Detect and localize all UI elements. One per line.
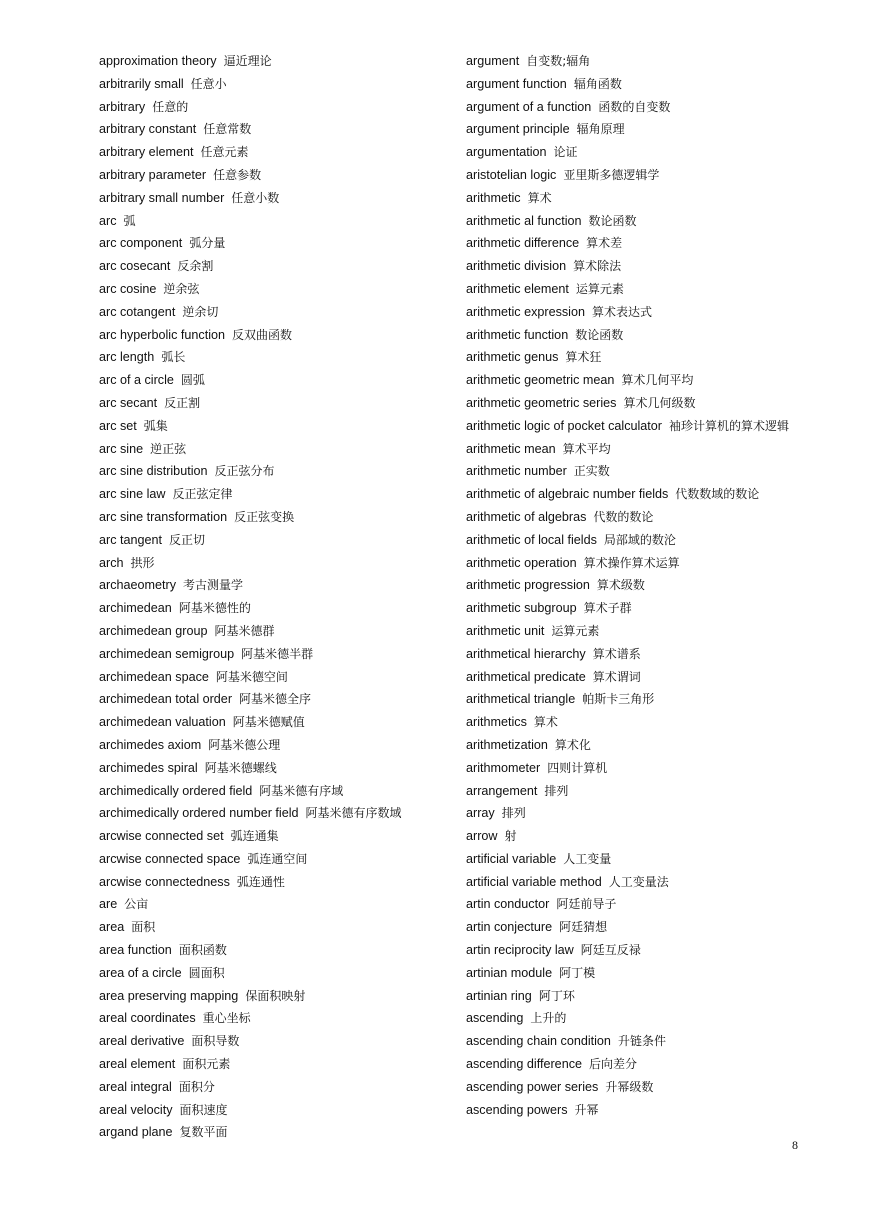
- dictionary-entry: [99, 780, 444, 803]
- term-english: arithmetic unit: [466, 623, 545, 638]
- dictionary-entry: [99, 871, 444, 894]
- dictionary-entry: [99, 848, 444, 871]
- term-english: area preserving mapping: [99, 988, 239, 1003]
- dictionary-entry: [466, 506, 796, 529]
- term-chinese: 后向差分: [589, 1057, 638, 1072]
- term-chinese: 阿基米德赋值: [232, 715, 305, 730]
- term-chinese: 弧集: [143, 418, 168, 433]
- term-english: archimedes spiral: [99, 760, 198, 775]
- term-chinese: 考古测量学: [183, 578, 244, 593]
- term-chinese: 任意的: [152, 99, 189, 114]
- term-english: archimedean total order: [99, 692, 233, 707]
- term-english: argument: [466, 54, 520, 68]
- term-chinese: 公亩: [124, 897, 149, 912]
- dictionary-entry: [99, 962, 444, 985]
- dictionary-entry: [466, 415, 796, 438]
- term-english: areal element: [99, 1057, 176, 1072]
- term-chinese: 面积函数: [178, 943, 227, 958]
- dictionary-entry: [466, 711, 796, 734]
- term-english: areal coordinates: [99, 1011, 196, 1026]
- dictionary-entry: [466, 985, 796, 1008]
- term-chinese: 阿基米德有序数域: [305, 806, 402, 821]
- term-chinese: 阿基米德半群: [241, 646, 314, 661]
- dictionary-entry: [466, 597, 796, 620]
- dictionary-entry: [466, 574, 796, 597]
- term-chinese: 任意参数: [213, 167, 262, 182]
- term-chinese: 数论函数: [575, 327, 624, 342]
- term-chinese: 圆面积: [188, 965, 225, 980]
- dictionary-entry: [466, 780, 796, 803]
- dictionary-entry: [99, 734, 444, 757]
- dictionary-entry: [466, 232, 796, 255]
- term-chinese: 算术: [533, 715, 558, 730]
- term-chinese: 面积分: [178, 1079, 215, 1094]
- term-english: archimedean valuation: [99, 715, 226, 730]
- term-chinese: 弧分量: [189, 236, 226, 251]
- term-chinese: 升幂级数: [605, 1079, 654, 1094]
- term-english: arbitrary element: [99, 145, 194, 160]
- dictionary-entry: [99, 255, 444, 278]
- term-chinese: 弧: [123, 213, 136, 228]
- dictionary-entry: [99, 916, 444, 939]
- term-english: artin conductor: [466, 897, 550, 912]
- dictionary-entry: [466, 848, 796, 871]
- term-chinese: 辐角函数: [573, 76, 622, 91]
- term-english: arbitrary: [99, 99, 146, 114]
- term-chinese: 阿廷猜想: [559, 920, 608, 935]
- dictionary-entry: [99, 1030, 444, 1053]
- term-english: arithmetic number: [466, 464, 567, 479]
- term-english: areal integral: [99, 1079, 172, 1094]
- term-english: arithmetic geometric series: [466, 395, 617, 410]
- term-chinese: 反余割: [177, 259, 214, 274]
- term-english: arithmetic of local fields: [466, 532, 597, 547]
- term-chinese: 运算元素: [575, 281, 624, 296]
- dictionary-entry: [466, 1099, 796, 1122]
- dictionary-entry: [99, 460, 444, 483]
- term-english: arc component: [99, 236, 183, 251]
- term-chinese: 阿基米德有序域: [259, 783, 344, 798]
- term-chinese: 逆余切: [182, 304, 219, 319]
- term-english: argand plane: [99, 1125, 173, 1140]
- term-english: archimedean space: [99, 669, 209, 684]
- dictionary-entry: [466, 73, 796, 96]
- term-english: arithmetic expression: [466, 304, 585, 319]
- term-english: arrangement: [466, 783, 538, 798]
- term-english: argument of a function: [466, 99, 592, 114]
- term-chinese: 复数平面: [179, 1125, 228, 1140]
- term-chinese: 人工变量: [563, 851, 612, 866]
- term-chinese: 算术谓词: [592, 669, 641, 684]
- term-english: archimedean group: [99, 623, 208, 638]
- dictionary-entry: [466, 666, 796, 689]
- term-chinese: 排列: [501, 806, 526, 821]
- term-chinese: 面积元素: [182, 1057, 231, 1072]
- dictionary-entry: [99, 1053, 444, 1076]
- term-english: archimedically ordered field: [99, 783, 253, 798]
- term-english: arc cosecant: [99, 259, 171, 274]
- term-chinese: 面积速度: [179, 1102, 228, 1117]
- dictionary-entry: [99, 1076, 444, 1099]
- term-english: arc length: [99, 350, 155, 365]
- term-chinese: 保面积映射: [245, 988, 306, 1003]
- dictionary-entry: [99, 802, 444, 825]
- term-chinese: 重心坐标: [202, 1011, 251, 1026]
- term-english: arc sine distribution: [99, 464, 208, 479]
- dictionary-entry: [466, 255, 796, 278]
- dictionary-entry: [466, 483, 796, 506]
- term-english: ascending difference: [466, 1057, 582, 1072]
- dictionary-entry: [99, 552, 444, 575]
- dictionary-entry: [466, 392, 796, 415]
- dictionary-entry: [466, 643, 796, 666]
- dictionary-entry: [99, 597, 444, 620]
- term-english: arc: [99, 213, 117, 228]
- dictionary-entry: [99, 415, 444, 438]
- term-chinese: 算术几何级数: [623, 395, 696, 410]
- term-chinese: 反双曲函数: [232, 327, 293, 342]
- dictionary-entry: [99, 141, 444, 164]
- dictionary-entry: [466, 324, 796, 347]
- term-english: artificial variable: [466, 851, 557, 866]
- dictionary-entry: [466, 1030, 796, 1053]
- term-chinese: 阿基米德全序: [239, 692, 312, 707]
- term-english: archaeometry: [99, 578, 176, 593]
- term-english: argument function: [466, 76, 567, 91]
- right-column: [466, 50, 796, 1121]
- term-english: ascending chain condition: [466, 1034, 611, 1049]
- dictionary-entry: [466, 939, 796, 962]
- term-chinese: 逆正弦: [150, 441, 187, 456]
- term-chinese: 升链条件: [617, 1034, 666, 1049]
- term-english: arbitrary parameter: [99, 167, 207, 182]
- dictionary-entry: [466, 369, 796, 392]
- term-chinese: 亚里斯多德逻辑学: [563, 167, 660, 182]
- term-english: artin conjecture: [466, 920, 553, 935]
- dictionary-entry: [99, 1099, 444, 1122]
- term-chinese: 阿基米德螺线: [204, 760, 277, 775]
- term-chinese: 拱形: [130, 555, 155, 570]
- term-chinese: 自变数;辐角: [526, 54, 591, 68]
- term-chinese: 四则计算机: [547, 760, 608, 775]
- term-chinese: 任意小: [190, 76, 227, 91]
- term-chinese: 弧连通性: [236, 874, 285, 889]
- term-english: arithmetic of algebraic number fields: [466, 487, 669, 502]
- dictionary-entry: [466, 893, 796, 916]
- term-english: arithmetic geometric mean: [466, 373, 615, 388]
- term-chinese: 升幂: [574, 1102, 599, 1117]
- term-chinese: 面积导数: [191, 1034, 240, 1049]
- dictionary-entry: [466, 301, 796, 324]
- dictionary-entry: [466, 141, 796, 164]
- term-chinese: 圆弧: [180, 373, 205, 388]
- dictionary-entry: [466, 460, 796, 483]
- dictionary-entry: [99, 506, 444, 529]
- term-chinese: 函数的自变数: [598, 99, 671, 114]
- term-english: approximation theory: [99, 54, 217, 68]
- dictionary-entry: [99, 711, 444, 734]
- term-english: arch: [99, 555, 124, 570]
- term-chinese: 代数数域的数论: [675, 487, 760, 502]
- term-english: archimedean semigroup: [99, 646, 235, 661]
- term-english: arithmetical triangle: [466, 692, 576, 707]
- term-chinese: 弧连通集: [230, 829, 279, 844]
- term-english: arc sine law: [99, 487, 166, 502]
- dictionary-entry: [466, 529, 796, 552]
- dictionary-entry: [466, 118, 796, 141]
- term-english: arithmetic al function: [466, 213, 582, 228]
- term-chinese: 算术表达式: [592, 304, 653, 319]
- term-chinese: 反正弦变换: [234, 509, 295, 524]
- term-chinese: 任意小数: [231, 190, 280, 205]
- term-chinese: 阿廷互反禄: [580, 943, 641, 958]
- term-chinese: 弧连通空间: [247, 851, 308, 866]
- term-english: arc cotangent: [99, 304, 176, 319]
- dictionary-entry: [466, 962, 796, 985]
- dictionary-entry: [99, 210, 444, 233]
- term-chinese: 算术级数: [596, 578, 645, 593]
- dictionary-entry: [99, 1121, 444, 1144]
- dictionary-entry: [466, 688, 796, 711]
- term-english: ascending: [466, 1011, 524, 1026]
- term-chinese: 算术平均: [562, 441, 611, 456]
- dictionary-entry: [99, 369, 444, 392]
- term-english: archimedean: [99, 601, 172, 616]
- term-chinese: 人工变量法: [608, 874, 669, 889]
- term-english: ascending powers: [466, 1102, 568, 1117]
- term-chinese: 阿丁模: [559, 965, 596, 980]
- dictionary-entry: [99, 73, 444, 96]
- dictionary-entry: [466, 802, 796, 825]
- term-chinese: 阿丁环: [538, 988, 575, 1003]
- dictionary-entry: [99, 324, 444, 347]
- term-english: arbitrary constant: [99, 122, 197, 137]
- dictionary-entry: [99, 825, 444, 848]
- dictionary-entry: [466, 187, 796, 210]
- term-english: arithmetic progression: [466, 578, 590, 593]
- term-chinese: 弧长: [161, 350, 186, 365]
- dictionary-entry: [466, 50, 796, 73]
- term-english: arithmetic function: [466, 327, 569, 342]
- dictionary-entry: [99, 118, 444, 141]
- term-chinese: 反正弦分布: [214, 464, 275, 479]
- term-chinese: 算术操作算术运算: [583, 555, 680, 570]
- term-english: areal derivative: [99, 1034, 185, 1049]
- term-chinese: 算术差: [586, 236, 623, 251]
- term-english: arithmetic logic of pocket calculator: [466, 418, 662, 433]
- dictionary-entry: [99, 164, 444, 187]
- term-english: arc sine transformation: [99, 509, 228, 524]
- term-english: artin reciprocity law: [466, 943, 574, 958]
- dictionary-entry: [466, 620, 796, 643]
- term-english: area function: [99, 943, 172, 958]
- term-english: arithmetic genus: [466, 350, 559, 365]
- term-chinese: 帕斯卡三角形: [582, 692, 655, 707]
- term-english: arithmetical predicate: [466, 669, 586, 684]
- dictionary-entry: [99, 620, 444, 643]
- term-chinese: 阿基米德公理: [208, 737, 281, 752]
- term-chinese: 袖珍计算机的算术逻辑: [669, 418, 790, 433]
- term-chinese: 阿廷前导子: [556, 897, 617, 912]
- term-english: arithmetic of algebras: [466, 509, 587, 524]
- term-chinese: 面积: [131, 920, 156, 935]
- dictionary-entry: [99, 529, 444, 552]
- term-english: area of a circle: [99, 965, 182, 980]
- term-chinese: 算术几何平均: [621, 373, 694, 388]
- dictionary-entry: [99, 985, 444, 1008]
- dictionary-entry: [466, 278, 796, 301]
- term-chinese: 数论函数: [588, 213, 637, 228]
- term-english: argument principle: [466, 122, 570, 137]
- term-chinese: 辐角原理: [576, 122, 625, 137]
- term-chinese: 射: [504, 829, 517, 844]
- term-english: arithmetical hierarchy: [466, 646, 586, 661]
- term-english: arrow: [466, 829, 498, 844]
- term-english: arc tangent: [99, 532, 163, 547]
- term-english: artinian module: [466, 965, 553, 980]
- term-chinese: 任意元素: [200, 145, 249, 160]
- term-chinese: 排列: [544, 783, 569, 798]
- term-chinese: 算术: [527, 190, 552, 205]
- dictionary-entry: [466, 734, 796, 757]
- term-chinese: 反正割: [164, 395, 201, 410]
- term-english: arc of a circle: [99, 373, 174, 388]
- dictionary-entry: [99, 1007, 444, 1030]
- term-chinese: 逼近理论: [223, 54, 272, 68]
- term-english: arithmetics: [466, 715, 527, 730]
- term-chinese: 阿基米德群: [214, 623, 275, 638]
- dictionary-entry: [466, 916, 796, 939]
- dictionary-entry: [466, 164, 796, 187]
- dictionary-entry: [466, 825, 796, 848]
- dictionary-entry: [99, 232, 444, 255]
- dictionary-entry: [466, 1053, 796, 1076]
- term-chinese: 算术狂: [565, 350, 602, 365]
- term-chinese: 算术化: [554, 737, 591, 752]
- term-english: area: [99, 920, 125, 935]
- dictionary-entry: [99, 50, 444, 73]
- term-english: areal velocity: [99, 1102, 173, 1117]
- term-english: arithmetic operation: [466, 555, 577, 570]
- term-english: arbitrarily small: [99, 76, 184, 91]
- term-chinese: 局部域的数沦: [603, 532, 676, 547]
- dictionary-entry: [466, 438, 796, 461]
- dictionary-entry: [99, 392, 444, 415]
- dictionary-entry: [99, 893, 444, 916]
- term-chinese: 代数的数论: [593, 509, 654, 524]
- dictionary-entry: [99, 483, 444, 506]
- term-chinese: 任意常数: [203, 122, 252, 137]
- term-english: artificial variable method: [466, 874, 602, 889]
- term-chinese: 算术子群: [583, 601, 632, 616]
- dictionary-entry: [99, 438, 444, 461]
- dictionary-entry: [99, 346, 444, 369]
- term-english: arc sine: [99, 441, 144, 456]
- term-chinese: 阿基米德空间: [215, 669, 288, 684]
- term-english: arcwise connected space: [99, 851, 241, 866]
- term-english: arithmetization: [466, 737, 548, 752]
- dictionary-entry: [99, 757, 444, 780]
- term-chinese: 反正切: [169, 532, 206, 547]
- dictionary-entry: [466, 871, 796, 894]
- term-english: arcwise connected set: [99, 829, 224, 844]
- dictionary-entry: [466, 210, 796, 233]
- term-english: archimedically ordered number field: [99, 806, 299, 821]
- term-english: archimedes axiom: [99, 737, 202, 752]
- dictionary-entry: [99, 939, 444, 962]
- term-chinese: 上升的: [530, 1011, 567, 1026]
- dictionary-entry: [99, 301, 444, 324]
- dictionary-entry: [99, 643, 444, 666]
- dictionary-entry: [99, 278, 444, 301]
- term-english: arc set: [99, 418, 137, 433]
- term-english: arc cosine: [99, 281, 157, 296]
- term-chinese: 正实数: [573, 464, 610, 479]
- term-english: arithmetic mean: [466, 441, 556, 456]
- term-english: arc hyperbolic function: [99, 327, 226, 342]
- term-chinese: 论证: [553, 145, 578, 160]
- term-chinese: 阿基米德性的: [178, 601, 251, 616]
- dictionary-entry: [466, 96, 796, 119]
- term-english: arithmetic difference: [466, 236, 580, 251]
- dictionary-entry: [99, 666, 444, 689]
- term-chinese: 反正弦定律: [172, 487, 233, 502]
- term-english: arc secant: [99, 395, 158, 410]
- term-english: arcwise connectedness: [99, 874, 230, 889]
- dictionary-entry: [99, 688, 444, 711]
- left-column: [99, 50, 444, 1144]
- dictionary-entry: [99, 96, 444, 119]
- term-english: arbitrary small number: [99, 190, 225, 205]
- term-english: arithmetic element: [466, 281, 569, 296]
- term-chinese: 运算元素: [551, 623, 600, 638]
- term-english: ascending power series: [466, 1079, 599, 1094]
- term-english: arithmometer: [466, 760, 541, 775]
- term-chinese: 算术除法: [573, 259, 622, 274]
- dictionary-entry: [466, 552, 796, 575]
- dictionary-entry: [99, 187, 444, 210]
- page-number: 8: [792, 1138, 798, 1152]
- term-english: arithmetic division: [466, 259, 567, 274]
- term-english: arithmetic: [466, 190, 521, 205]
- dictionary-entry: [466, 757, 796, 780]
- term-english: arithmetic subgroup: [466, 601, 577, 616]
- term-english: aristotelian logic: [466, 167, 557, 182]
- term-english: artinian ring: [466, 988, 532, 1003]
- term-english: argumentation: [466, 145, 547, 160]
- dictionary-entry: [466, 1076, 796, 1099]
- term-chinese: 逆余弦: [163, 281, 200, 296]
- term-chinese: 算术谱系: [592, 646, 641, 661]
- term-english: are: [99, 897, 118, 912]
- dictionary-entry: [466, 346, 796, 369]
- dictionary-entry: [466, 1007, 796, 1030]
- term-english: array: [466, 806, 495, 821]
- dictionary-entry: [99, 574, 444, 597]
